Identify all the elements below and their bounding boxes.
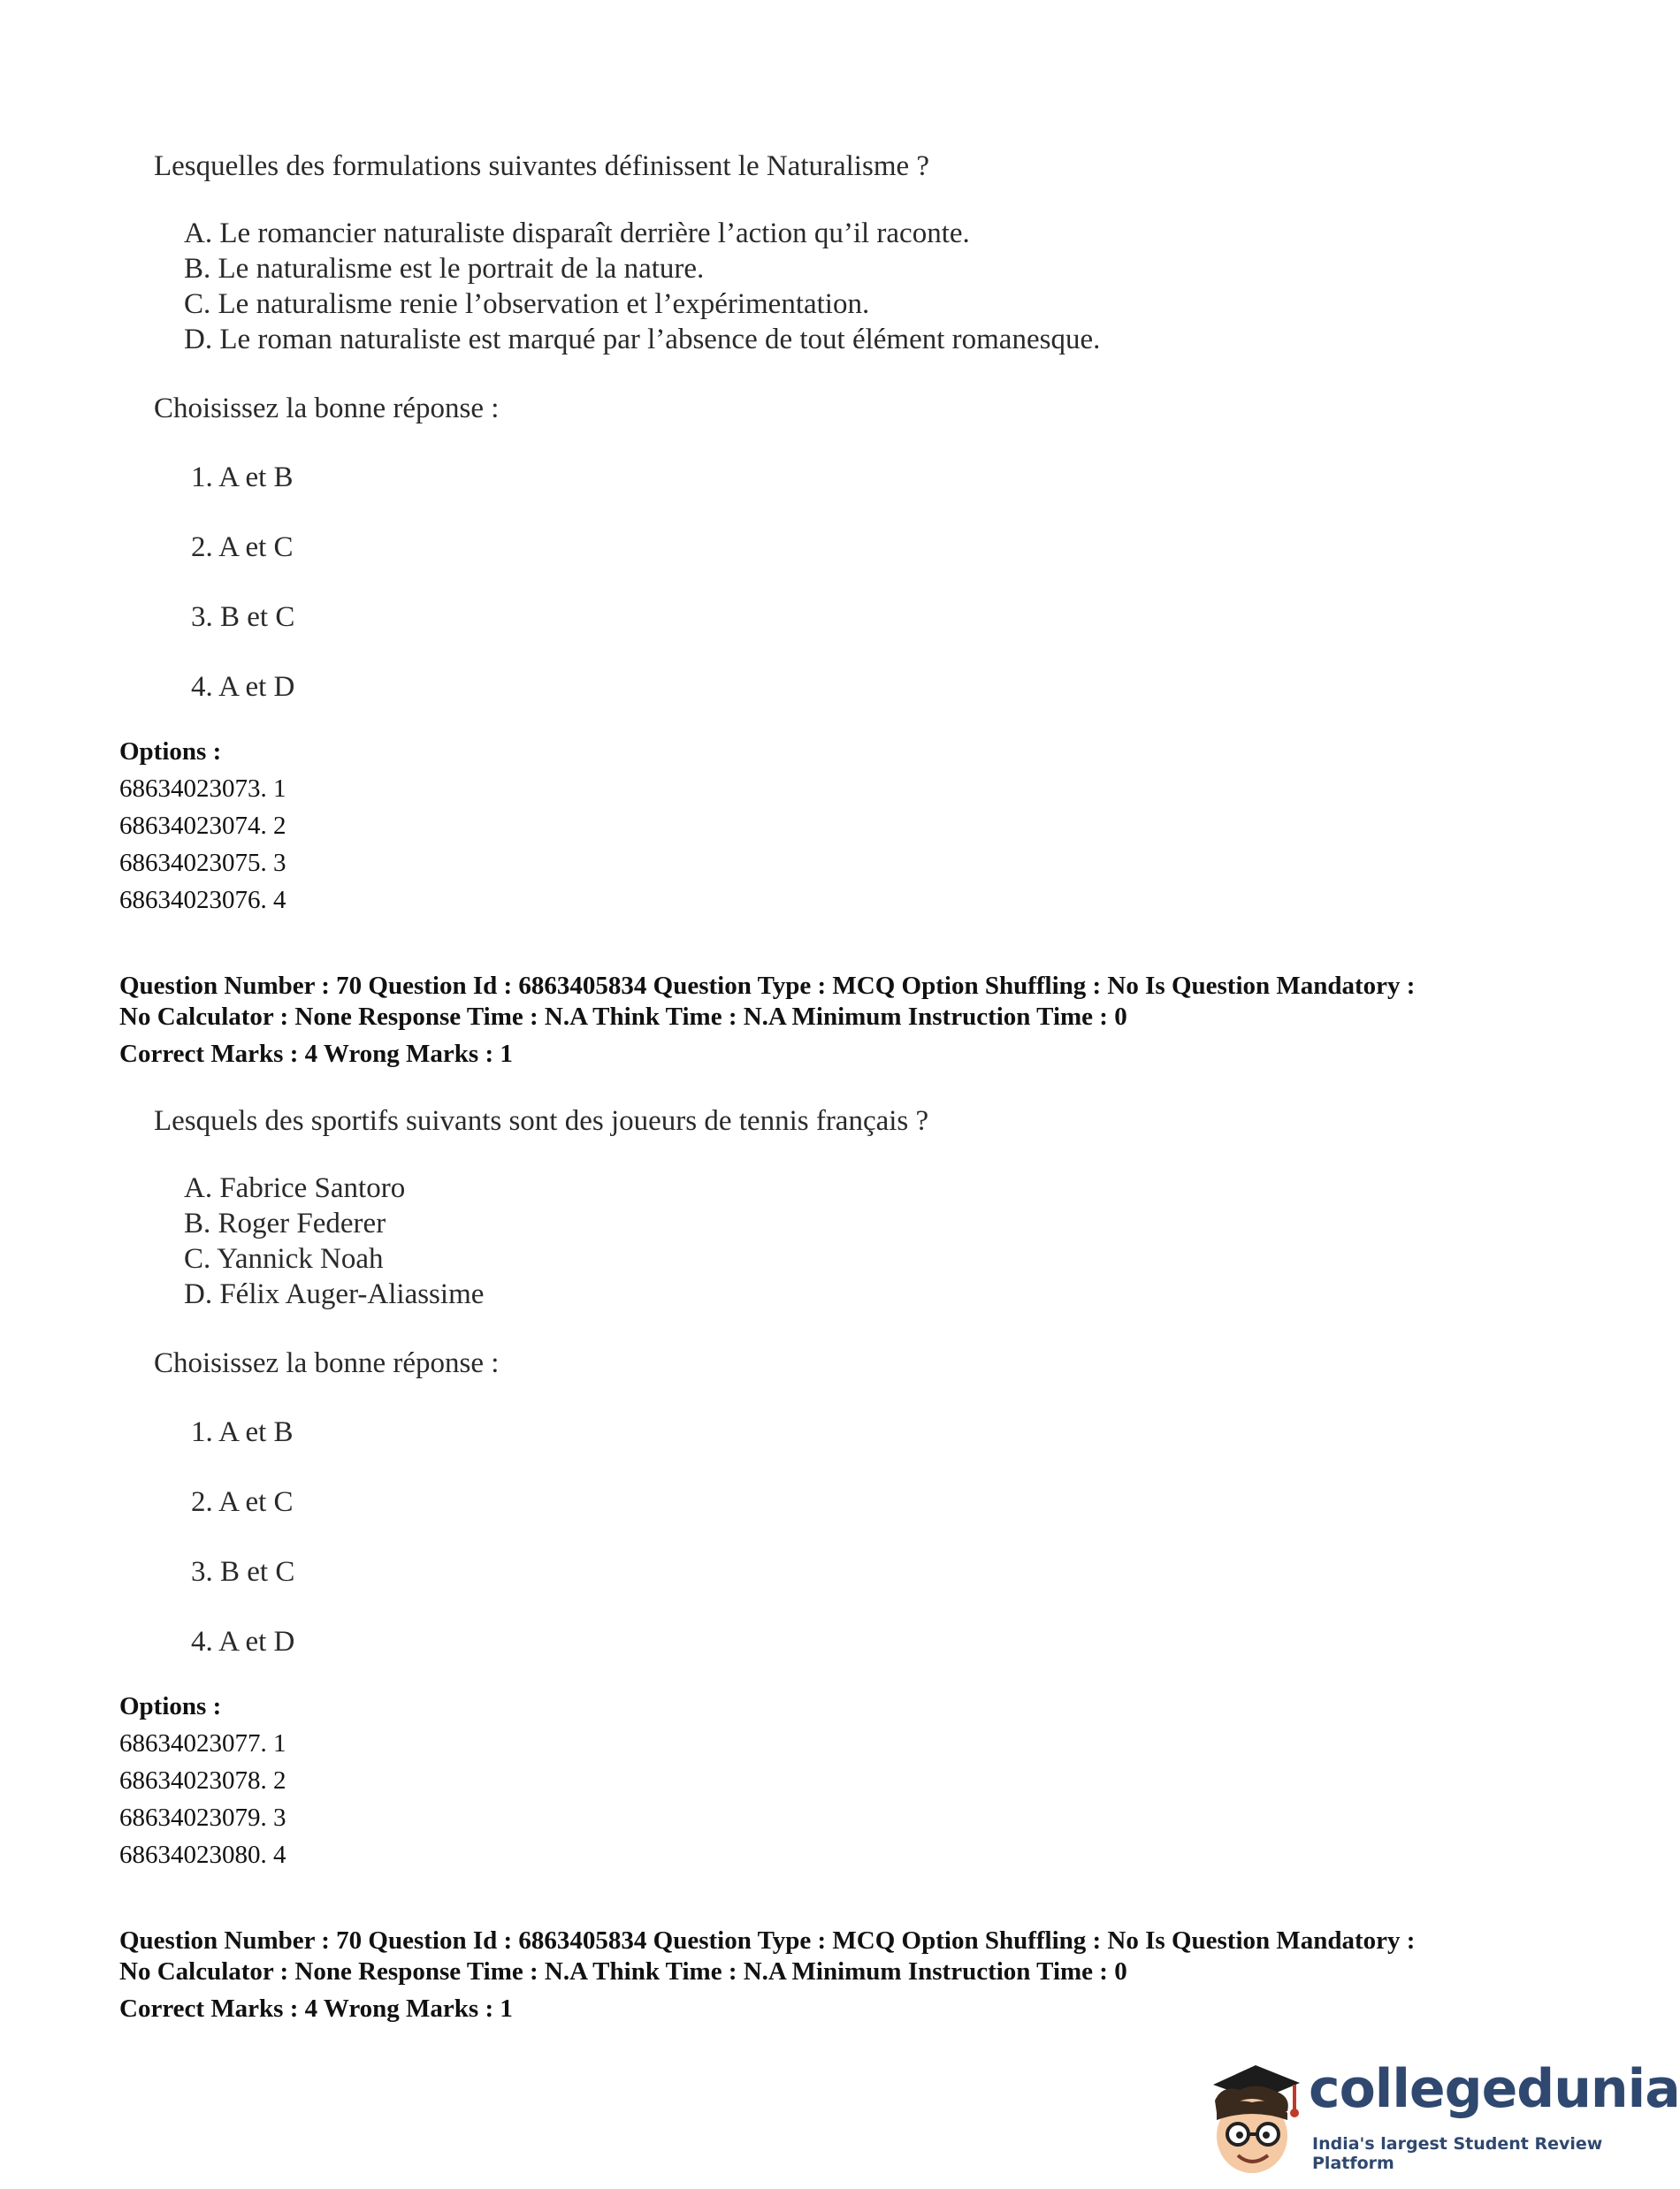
question-1-option-4: 68634023076. 4 (119, 886, 286, 914)
question-meta-2-line-1: Question Number : 70 Question Id : 6863405834 Question Type : MCQ Option Shuffling : No Is Question Mandatory : (119, 1926, 1416, 1955)
question-2-prompt: Choisissez la bonne réponse : (154, 1347, 500, 1379)
question-1-option-3: 68634023075. 3 (119, 849, 286, 877)
question-2-choice-4: 4. A et D (191, 1626, 295, 1658)
question-2-statement-d: D. Félix Auger-Aliassime (184, 1278, 485, 1310)
question-1-option-1: 68634023073. 1 (119, 774, 286, 803)
question-meta-1-marks: Correct Marks : 4 Wrong Marks : 1 (119, 1040, 513, 1068)
collegedunia-logo (1195, 2049, 1680, 2182)
question-meta-1-line-1: Question Number : 70 Question Id : 6863405834 Question Type : MCQ Option Shuffling : No Is Question Mandatory : (119, 972, 1416, 1000)
question-1-statement-b: B. Le naturalisme est le portrait de la nature. (184, 253, 705, 285)
question-2-option-1: 68634023077. 1 (119, 1729, 286, 1758)
question-1-statement-c: C. Le naturalisme renie l’observation et l’expérimentation. (184, 288, 870, 320)
question-1-statement-a: A. Le romancier naturaliste disparaît derrière l’action qu’il raconte. (184, 217, 970, 249)
question-2-statement-a: A. Fabrice Santoro (184, 1172, 406, 1204)
question-2-statement-b: B. Roger Federer (184, 1208, 386, 1239)
question-2-option-2: 68634023078. 2 (119, 1766, 286, 1795)
question-2-option-4: 68634023080. 4 (119, 1841, 286, 1869)
question-2-options-heading: Options : (119, 1692, 222, 1720)
question-1-prompt: Choisissez la bonne réponse : (154, 393, 500, 424)
question-1-text: Lesquelles des formulations suivantes définissent le Naturalisme ? (154, 150, 930, 182)
question-meta-2-marks: Correct Marks : 4 Wrong Marks : 1 (119, 1995, 513, 2023)
question-2-statement-c: C. Yannick Noah (184, 1243, 384, 1275)
question-2-choice-2: 2. A et C (191, 1486, 294, 1518)
question-meta-2-line-2: No Calculator : None Response Time : N.A Think Time : N.A Minimum Instruction Time : 0 (119, 1957, 1127, 1986)
question-1-choice-4: 4. A et D (191, 671, 295, 703)
question-1-options-heading: Options : (119, 737, 222, 766)
student-mascot-icon (1195, 2049, 1310, 2182)
question-2-option-3: 68634023079. 3 (119, 1804, 286, 1832)
question-1-statement-d: D. Le roman naturaliste est marqué par l’absence de tout élément romanesque. (184, 324, 1101, 355)
logo-tagline: India's largest Student Review Platform (1312, 2134, 1603, 2173)
question-1-choice-1: 1. A et B (191, 461, 294, 493)
question-2-text: Lesquels des sportifs suivants sont des joueurs de tennis français ? (154, 1105, 929, 1137)
question-2-choice-1: 1. A et B (191, 1416, 294, 1448)
question-1-option-2: 68634023074. 2 (119, 812, 286, 840)
logo-wordmark: collegedunia (1309, 2058, 1680, 2120)
question-1-choice-3: 3. B et C (191, 601, 295, 633)
question-meta-1-line-2: No Calculator : None Response Time : N.A Think Time : N.A Minimum Instruction Time : 0 (119, 1003, 1127, 1031)
question-1-choice-2: 2. A et C (191, 531, 294, 563)
question-2-choice-3: 3. B et C (191, 1556, 295, 1588)
